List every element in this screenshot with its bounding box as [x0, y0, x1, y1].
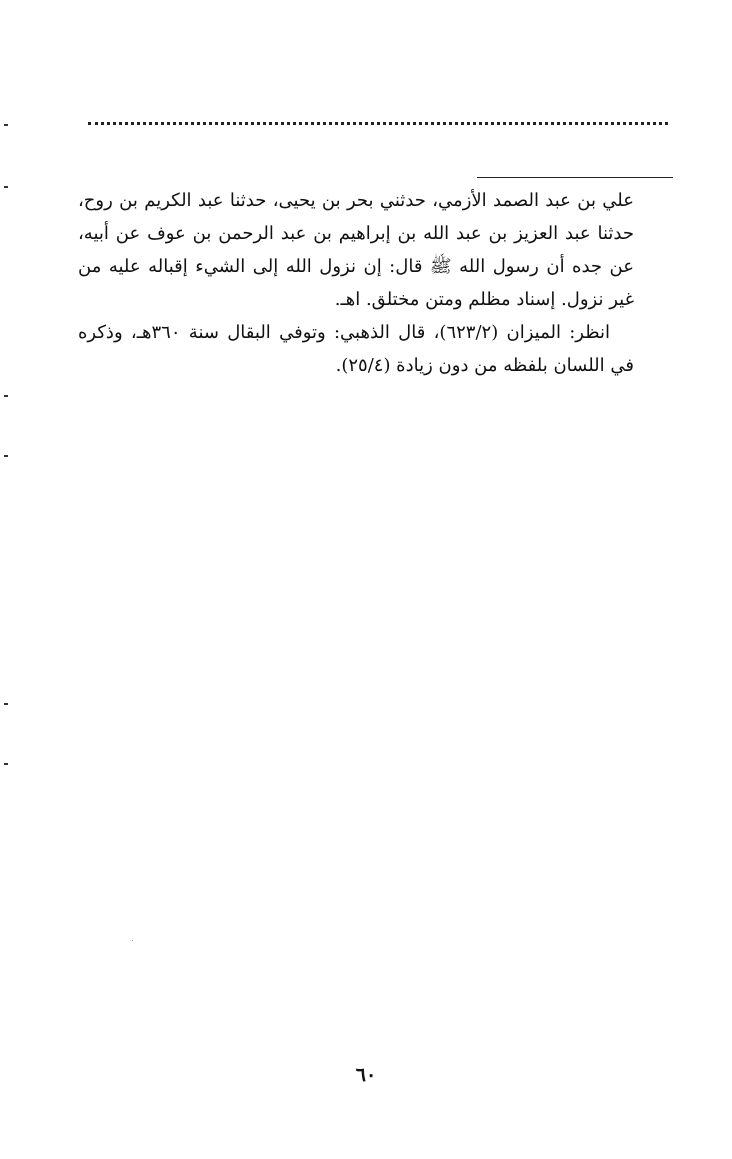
footnote-separator-line — [477, 177, 673, 178]
scan-speck — [132, 940, 133, 941]
page-number: ٦٠ — [355, 1064, 377, 1086]
margin-mark — [4, 763, 8, 765]
margin-mark — [4, 186, 8, 188]
margin-mark — [4, 703, 8, 705]
footnote-paragraph-2: انظر: الميزان (٦٢٣/٢)، قال الذهبي: وتوفي البقال سنة ٣٦٠هـ، وذكره في اللسان بلفظه من دون زيادة (٢٥/٤). — [78, 322, 634, 376]
margin-mark — [4, 124, 8, 126]
margin-mark — [4, 395, 8, 397]
dotted-separator — [88, 122, 668, 125]
footnote-text — [78, 184, 634, 382]
margin-mark — [4, 455, 8, 457]
footnote-paragraph-1: علي بن عبد الصمد الأزمي، حدثني بحر بن يحيى، حدثنا عبد الكريم بن روح، حدثنا عبد العزيز بن عبد الله بن إبراهيم بن عبد الرحمن بن عوف عن أبيه، عن جده أن رسول الله ﷺ قال: إن نزول الله إلى الشيء إقباله عليه من غير نزول. إسناد مظلم ومتن مختلق. اهـ. — [78, 190, 634, 310]
